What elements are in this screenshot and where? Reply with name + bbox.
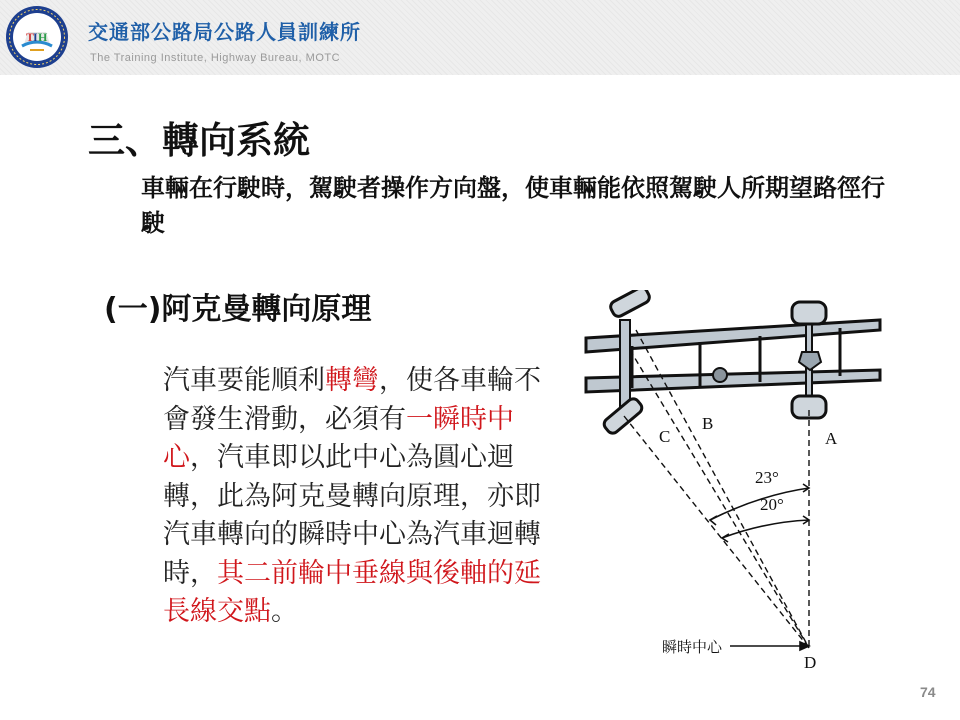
slide-title: 三、轉向系統	[88, 119, 310, 162]
rear-axle	[792, 302, 826, 418]
ackermann-steering-diagram	[580, 290, 890, 675]
svg-text:T: T	[26, 30, 35, 44]
instant-center-arrow	[730, 642, 809, 650]
label-b: B	[702, 414, 714, 433]
svg-text:H: H	[38, 30, 48, 44]
svg-text:I: I	[33, 30, 38, 44]
training-institute-logo	[4, 4, 70, 70]
label-d: D	[804, 653, 817, 672]
angle-20-label: 20°	[760, 495, 784, 514]
body-text-4: 。	[271, 596, 298, 627]
org-name-english: The Training Institute, Highway Bureau, MOTC	[90, 52, 341, 64]
header-bar	[0, 0, 960, 75]
highlight-intersection: 其二前輪中垂線與後軸的延長線交點	[163, 557, 541, 627]
label-c: C	[659, 427, 671, 446]
org-name: 交通部公路局公路人員訓練所	[88, 20, 361, 44]
body-text-3: ，汽車即以此中心為圓心迴轉，此為阿克曼轉向原理，亦即汽車轉向的瞬時中心為汽車迴轉時，	[163, 442, 541, 589]
body-text-2: ，使各車輪不會發生滑動，必須有	[163, 365, 541, 435]
highlight-turn: 轉彎	[325, 365, 379, 396]
section-subtitle: (一)阿克曼轉向原理	[104, 292, 372, 327]
slide-description: 車輛在行駛時，駕駛者操作方向盤，使車輛能依照駕駛人所期望路徑行駛	[141, 174, 885, 237]
page-number: 74	[920, 684, 936, 700]
angle-23-label: 23°	[755, 468, 779, 487]
body-text-1: 汽車要能順利	[163, 365, 325, 396]
instant-center-label: 瞬時中心	[662, 638, 723, 656]
body-paragraph	[163, 362, 553, 632]
label-a: A	[825, 429, 838, 448]
highlight-instant-center: 一瞬時中心	[163, 403, 514, 473]
